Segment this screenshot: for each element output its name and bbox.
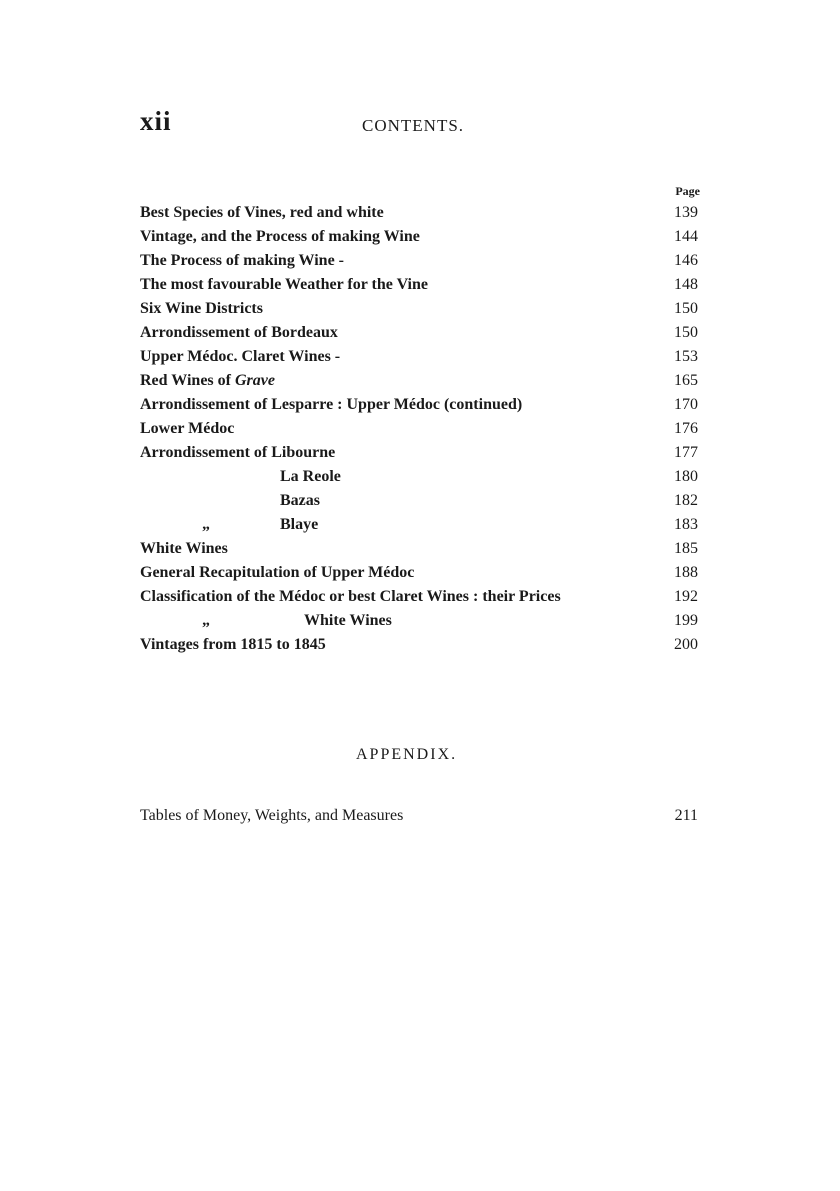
contents-entry-page: 165 — [674, 372, 698, 389]
contents-entry-page: 150 — [674, 300, 698, 317]
contents-entry-page: 144 — [674, 228, 698, 245]
appendix-entry — [140, 804, 700, 828]
contents-entry-title-text: White Wines — [304, 612, 392, 629]
contents-entry — [140, 633, 700, 657]
contents-entry-page: 188 — [674, 564, 698, 581]
contents-entry — [140, 441, 700, 465]
contents-entry-page: 177 — [674, 444, 698, 461]
contents-entry — [140, 609, 700, 633]
contents-entry-title-text: Arrondissement of Libourne — [140, 444, 336, 461]
contents-entry-page: 183 — [674, 516, 698, 533]
contents-entry-title-text: Arrondissement of Bordeaux — [140, 324, 338, 341]
contents-entry-title-text: Best Species of Vines, red and white — [140, 204, 384, 221]
page-title: CONTENTS. — [362, 116, 465, 135]
contents-entry-title-text: Classification of the Médoc or best Claret Wines : their Prices — [140, 588, 561, 605]
contents-entry — [140, 249, 700, 273]
contents-entry-title — [140, 585, 561, 609]
contents-entry-title-text: Upper Médoc. Claret Wines - — [140, 348, 341, 365]
contents-entry-title — [304, 609, 392, 633]
contents-list — [140, 201, 700, 657]
contents-entry-page: 153 — [674, 348, 698, 365]
contents-entry-title — [140, 201, 384, 225]
contents-entry-page: 148 — [674, 276, 698, 293]
page-folio: xii — [140, 106, 172, 136]
contents-entry-title-text: Blaye — [280, 516, 319, 533]
contents-entry-title — [140, 345, 340, 369]
contents-entry — [140, 369, 700, 393]
contents-entry-title — [140, 441, 335, 465]
contents-entry-title — [140, 633, 326, 657]
contents-entry — [140, 321, 700, 345]
contents-entry-page: 139 — [674, 204, 698, 221]
contents-entry — [140, 297, 700, 321]
contents-entry-title — [140, 249, 344, 273]
contents-entry-title-text: Bazas — [280, 492, 320, 509]
contents-entry — [140, 513, 700, 537]
appendix-heading: APPENDIX. — [356, 746, 458, 763]
contents-entry-title — [140, 417, 234, 441]
contents-entry — [140, 537, 700, 561]
contents-entry-title-text: Arrondissement of Lesparre : Upper Médoc (continued) — [140, 396, 523, 413]
contents-entry-title-text: White Wines — [140, 540, 228, 557]
contents-entry-page: 199 — [674, 612, 698, 629]
contents-entry-title — [280, 489, 320, 513]
contents-entry-page: 150 — [674, 324, 698, 341]
contents-entry-page: 192 — [674, 588, 698, 605]
contents-entry-title — [140, 393, 522, 417]
contents-entry — [140, 489, 700, 513]
contents-entry-title-text: Six Wine Districts — [140, 300, 263, 317]
ditto-mark: „ — [202, 516, 210, 533]
contents-entry-title — [140, 273, 428, 297]
contents-entry — [140, 273, 700, 297]
contents-entry-title-text: La Reole — [280, 468, 341, 485]
contents-entry-title-text: Lower Médoc — [140, 420, 235, 437]
contents-entry-title — [140, 537, 228, 561]
contents-entry-title — [280, 465, 341, 489]
contents-entry-page: 182 — [674, 492, 698, 509]
contents-entry-title — [140, 225, 420, 249]
appendix-entry-title: Tables of Money, Weights, and Measures — [140, 807, 404, 824]
contents-entry-page: 185 — [674, 540, 698, 557]
contents-entry-page: 200 — [674, 636, 698, 653]
contents-entry — [140, 201, 700, 225]
contents-entry-title-italic: Grave — [234, 372, 275, 389]
contents-entry-title — [140, 561, 414, 585]
contents-entry-title-text: General Recapitulation of Upper Médoc — [140, 564, 415, 581]
contents-entry-title — [140, 369, 275, 393]
contents-entry-page: 170 — [674, 396, 698, 413]
contents-entry-page: 176 — [674, 420, 698, 437]
contents-entry-title-text: Vintages from 1815 to 1845 — [140, 636, 326, 653]
ditto-mark: „ — [202, 612, 210, 629]
contents-entry — [140, 345, 700, 369]
page-column-label: Page — [675, 184, 700, 198]
contents-entry — [140, 561, 700, 585]
contents-entry-title-text: Vintage, and the Process of making Wine — [140, 228, 420, 245]
contents-entry-title — [140, 297, 263, 321]
contents-entry-title-text: The Process of making Wine - — [140, 252, 345, 269]
contents-entry — [140, 465, 700, 489]
appendix-entry-page: 211 — [674, 807, 698, 824]
contents-entry-title — [140, 321, 338, 345]
contents-entry-page: 180 — [674, 468, 698, 485]
contents-entry-title-text: The most favourable Weather for the Vine — [140, 276, 428, 293]
contents-entry — [140, 393, 700, 417]
contents-entry — [140, 417, 700, 441]
contents-entry-page: 146 — [674, 252, 698, 269]
contents-entry — [140, 585, 700, 609]
contents-entry-title — [280, 513, 318, 537]
contents-entry — [140, 225, 700, 249]
contents-entry-title-text: Red Wines of — [140, 372, 235, 389]
